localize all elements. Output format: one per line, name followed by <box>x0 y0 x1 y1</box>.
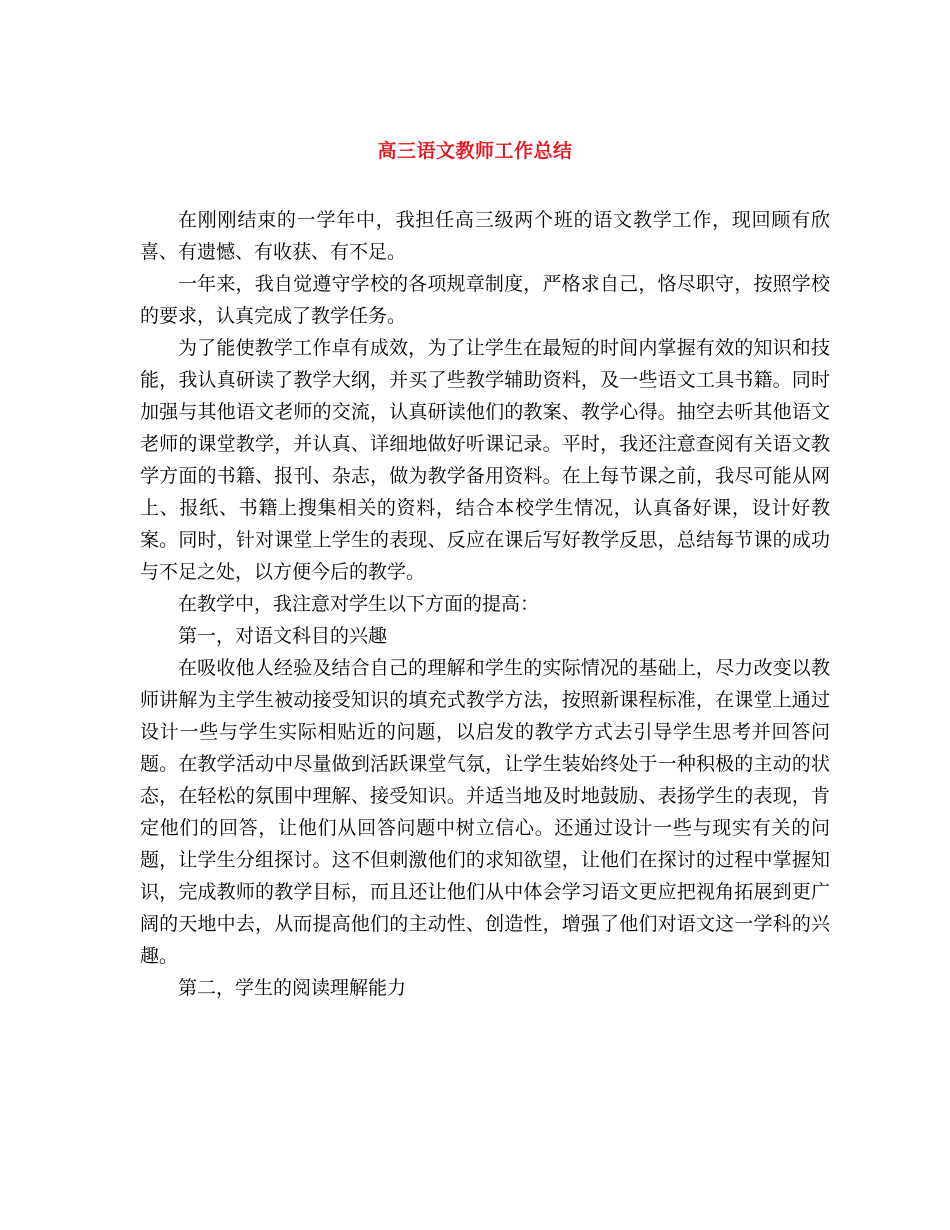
paragraph-preparation: 为了能使教学工作卓有成效，为了让学生在最短的时间内掌握有效的知识和技能，我认真研读了教学大纲，并买了些教学辅助资料，及一些语文工具书籍。同时加强与其他语文老师的交流，认真研读他们的教案、教学心得。抽空去听其他语文老师的课堂教学，并认真、详细地做好听课记录。平时，我还注意查阅有关语文教学方面的书籍、报刊、杂志，做为教学备用资料。在上每节课之前，我尽可能从网上、报纸、书籍上搜集相关的资料，结合本校学生情况，认真备好课，设计好教案。同时，针对课堂上学生的表现、反应在课后写好教学反思，总结每节课的成功与不足之处，以方便今后的教学。 <box>140 337 830 583</box>
paragraph-intro: 在刚刚结束的一学年中，我担任高三级两个班的语文教学工作，现回顾有欣喜、有遗憾、有收获、有不足。 <box>140 209 830 263</box>
section-heading-interest: 第一，对语文科目的兴趣 <box>178 625 388 647</box>
paragraph-rules: 一年来，我自觉遵守学校的各项规章制度，严格求自己，恪尽职守，按照学校的要求，认真完成了教学任务。 <box>140 273 830 327</box>
section-heading-reading: 第二，学生的阅读理解能力 <box>178 977 407 999</box>
paragraph-focus-intro: 在教学中，我注意对学生以下方面的提高： <box>178 593 540 615</box>
document-title: 高三语文教师工作总结 <box>377 140 573 162</box>
document-body <box>140 204 830 1004</box>
paragraph-interest: 在吸收他人经验及结合自己的理解和学生的实际情况的基础上，尽力改变以教师讲解为主学生被动接受知识的填充式教学方法，按照新课程标准，在课堂上通过设计一些与学生实际相贴近的问题，以启发的教学方式去引导学生思考并回答问题。在教学活动中尽量做到活跃课堂气氛，让学生装始终处于一种积极的主动的状态，在轻松的氛围中理解、接受知识。并适当地及时地鼓励、表扬学生的表现，肯定他们的回答，让他们从回答问题中树立信心。还通过设计一些与现实有关的问题，让学生分组探讨。这不但刺激他们的求知欲望，让他们在探讨的过程中掌握知识，完成教师的教学目标，而且还让他们从中体会学习语文更应把视角拓展到更广阔的天地中去，从而提高他们的主动性、创造性，增强了他们对语文这一学科的兴趣。 <box>140 657 830 967</box>
